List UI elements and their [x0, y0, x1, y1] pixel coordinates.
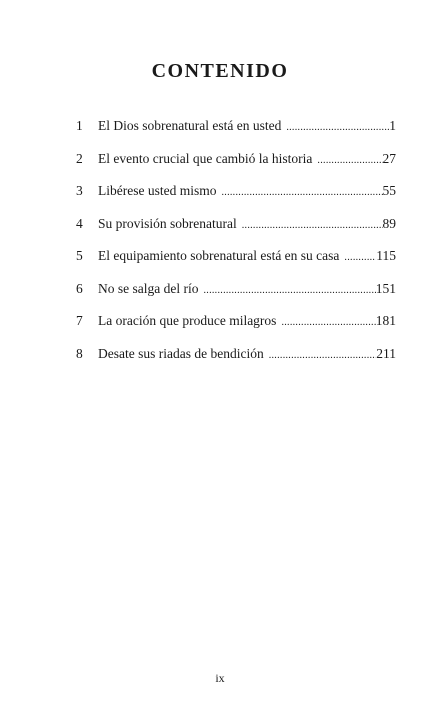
chapter-title: Desate sus riadas de bendición — [98, 345, 264, 361]
chapter-title: Libérese usted mismo — [98, 183, 217, 198]
chapter-number: 2 — [76, 150, 83, 166]
table-of-contents — [76, 118, 396, 378]
chapter-title: El evento crucial que cambió la historia — [98, 150, 313, 166]
dot-leader — [203, 283, 375, 299]
chapter-page: 27 — [382, 150, 396, 166]
chapter-title: Su provisión sobrenatural — [98, 215, 237, 231]
chapter-title: El Dios sobrenatural está en usted — [98, 118, 282, 133]
dot-leader — [286, 120, 389, 136]
chapter-page: 211 — [376, 345, 396, 361]
dot-leader — [269, 348, 377, 364]
toc-entry — [76, 248, 396, 281]
chapter-page: 151 — [375, 280, 396, 296]
chapter-page: 181 — [375, 313, 396, 328]
chapter-title: El equipamiento sobrenatural está en su casa — [98, 248, 340, 263]
dot-leader — [317, 153, 382, 169]
toc-entry — [76, 216, 396, 249]
chapter-number: 8 — [76, 345, 83, 361]
dot-leader — [221, 185, 382, 201]
dot-leader — [242, 218, 383, 234]
page-title: CONTENIDO — [151, 60, 289, 82]
page-number: ix — [215, 671, 225, 685]
chapter-title: La oración que produce milagros — [98, 313, 277, 328]
chapter-number: 7 — [76, 313, 83, 328]
chapter-title: No se salga del río — [98, 280, 199, 296]
toc-entry — [76, 281, 396, 314]
chapter-number: 3 — [76, 183, 83, 198]
toc-entry — [76, 183, 396, 216]
toc-entry — [76, 313, 396, 346]
toc-entry — [76, 118, 396, 151]
chapter-number: 4 — [76, 215, 83, 231]
chapter-page: 89 — [382, 215, 396, 231]
toc-entry — [76, 151, 396, 184]
chapter-number: 5 — [76, 248, 83, 263]
toc-entry — [76, 346, 396, 379]
chapter-page: 1 — [389, 118, 396, 133]
chapter-page: 115 — [376, 248, 396, 263]
dot-leader — [281, 315, 375, 331]
chapter-page: 55 — [382, 183, 396, 198]
chapter-number: 1 — [76, 118, 83, 133]
chapter-number: 6 — [76, 280, 83, 296]
dot-leader — [344, 250, 376, 266]
